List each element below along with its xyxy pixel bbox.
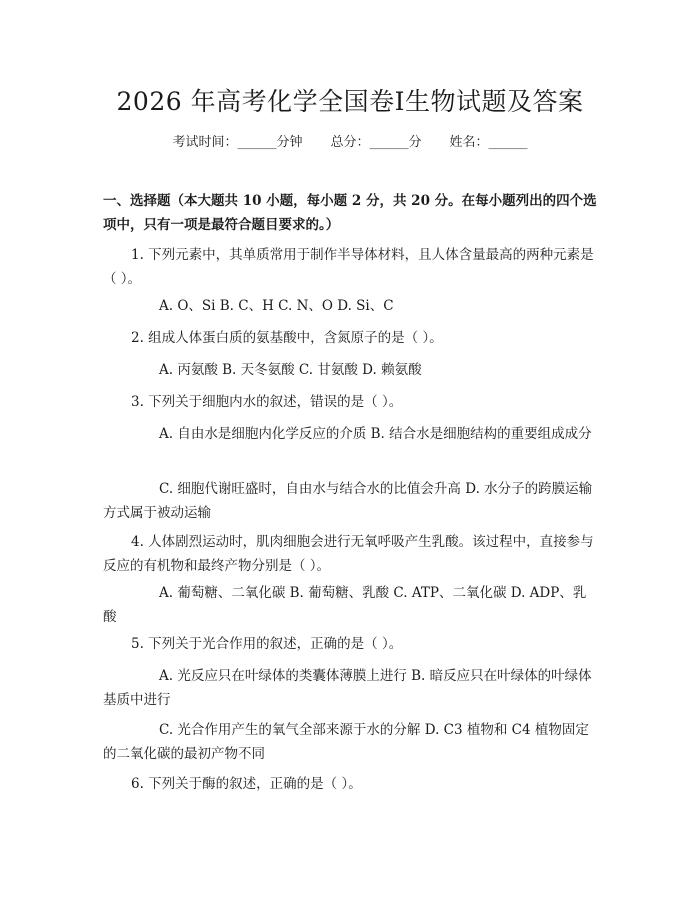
exam-title: 2026 年高考化学全国卷Ⅰ生物试题及答案 xyxy=(116,87,584,116)
question-3-options-ab: A. 自由水是细胞内化学反应的介质 B. 结合水是细胞结构的重要组成成分 xyxy=(159,426,592,442)
question-1-options: A. O、Si B. C、H C. N、O D. Si、C xyxy=(159,298,394,314)
question-5-options-cd: C. 光合作用产生的氧气全部来源于水的分解 D. C3 植物和 C4 植物固定的二氧化碳的最初产物不同 xyxy=(103,722,589,762)
question-4-stem: 4. 人体剧烈运动时，肌肉细胞会进行无氧呼吸产生乳酸。该过程中，直接参与反应的有机物和最终产物分别是（ ）。 xyxy=(103,534,594,574)
question-2-stem: 2. 组成人体蛋白质的氨基酸中，含氮原子的是（ ）。 xyxy=(131,330,443,346)
total-score-field: 总分：______分 xyxy=(330,135,422,150)
student-name-field: 姓名：______ xyxy=(449,135,528,150)
question-6-stem: 6. 下列关于酶的叙述，正确的是（ ）。 xyxy=(131,776,362,792)
question-5-stem: 5. 下列关于光合作用的叙述，正确的是（ ）。 xyxy=(131,636,403,652)
question-5-options-ab: A. 光反应只在叶绿体的类囊体薄膜上进行 B. 暗反应只在叶绿体的叶绿体基质中进行 xyxy=(103,668,592,708)
question-2-options: A. 丙氨酸 B. 天冬氨酸 C. 甘氨酸 D. 赖氨酸 xyxy=(159,362,422,378)
exam-meta-line xyxy=(0,131,700,150)
question-4-options: A. 葡萄糖、二氧化碳 B. 葡萄糖、乳酸 C. ATP、二氧化碳 D. ADP、乳酸 xyxy=(103,585,587,625)
question-1-stem: 1. 下列元素中，其单质常用于制作半导体材料，且人体含量最高的两种元素是（ ）。 xyxy=(103,247,594,287)
exam-time-field: 考试时间：______分钟 xyxy=(172,135,303,150)
question-3-stem: 3. 下列关于细胞内水的叙述，错误的是（ ）。 xyxy=(131,394,403,410)
question-3-options-cd: C. 细胞代谢旺盛时，自由水与结合水的比值会升高 D. 水分子的跨膜运输方式属于被动运输 xyxy=(103,481,593,521)
section-heading: 一、选择题（本大题共 10 小题，每小题 2 分，共 20 分。在每小题列出的四个选项中，只有一项是最符合题目要求的。） xyxy=(103,193,597,233)
